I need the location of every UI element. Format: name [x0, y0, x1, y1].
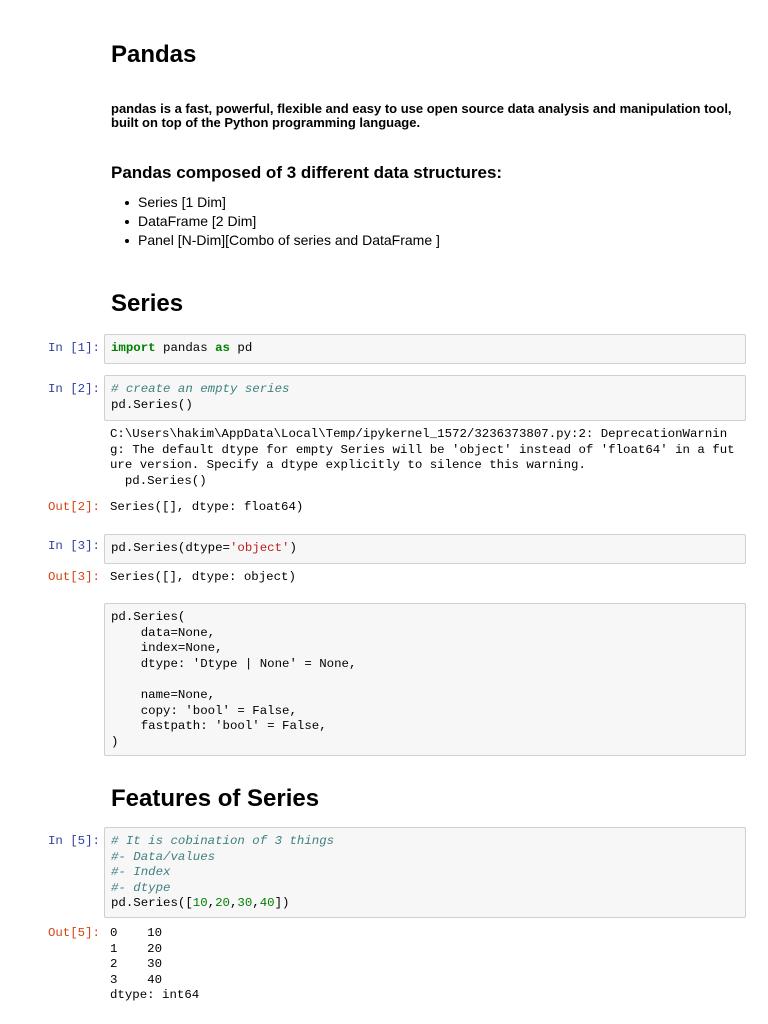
in-prompt-5: In [5]:: [47, 834, 100, 848]
cell-2-stderr: C:\Users\hakim\AppData\Local\Temp/ipykernel_1572/3236373807.py:2: DeprecationWarnin g: The default dtype for empty Series will be 'object' instead of 'float64' in a fut ure version. Specify a dtype explicitly to silence this warning. pd.Series(): [110, 427, 735, 488]
structures-list: [111, 193, 440, 250]
code-comment: # It is cobination of 3 things #- Data/values #- Index #- dtype: [111, 834, 335, 895]
list-item: Series [1 Dim]: [111, 193, 440, 212]
code-cell-1[interactable]: [104, 334, 746, 364]
out-prompt-2: Out[2]:: [47, 500, 100, 514]
code-text: ): [289, 541, 297, 555]
code-string: 'object': [229, 541, 290, 555]
code-cell-1-source: [105, 335, 745, 357]
code-number: 30: [237, 896, 253, 911]
out-prompt-3: Out[3]:: [47, 570, 100, 584]
code-number: 20: [215, 896, 230, 911]
code-text: pandas: [155, 341, 216, 355]
code-cell-2[interactable]: [104, 375, 746, 421]
cell-5-output: 0 10 1 20 2 30 3 40 dtype: int64: [110, 926, 200, 1003]
code-text: pd.Series([: [111, 896, 193, 911]
code-cell-3-source: [105, 535, 745, 557]
in-prompt-2: In [2]:: [47, 382, 100, 396]
code-number: 10: [192, 896, 208, 911]
code-line: pd.Series(): [111, 397, 193, 412]
out-prompt-5: Out[5]:: [47, 926, 100, 940]
page-title: Pandas: [111, 41, 197, 68]
keyword-as: as: [215, 341, 230, 355]
code-comment: # create an empty series: [111, 382, 290, 396]
list-item: DataFrame [2 Dim]: [111, 212, 440, 231]
code-cell-5[interactable]: [104, 827, 746, 918]
code-cell-5-source: # It is cobination of 3 things #- Data/values #- Index #- dtype pd.Series([10,20,30,40]): [111, 834, 335, 911]
code-cell-3[interactable]: [104, 534, 746, 564]
code-cell-2-source: [105, 376, 745, 413]
series-heading: Series: [111, 290, 184, 317]
cell-2-output: Series([], dtype: float64): [110, 500, 304, 514]
structures-heading: Pandas composed of 3 different data structures:: [111, 163, 503, 182]
cell-3-output: Series([], dtype: object): [110, 570, 296, 584]
in-prompt-3: In [3]:: [47, 539, 100, 553]
series-signature: pd.Series( data=None, index=None, dtype: 'Dtype | None' = None, name=None, copy: 'bool' = False, fastpath: 'bool' = False, ): [111, 610, 357, 749]
intro-paragraph: pandas is a fast, powerful, flexible and easy to use open source data analysis and manipulation tool, built on top of the Python programming language.: [111, 101, 732, 130]
signature-box: [104, 603, 746, 756]
code-text: ]): [274, 896, 290, 911]
keyword-import: import: [111, 341, 156, 355]
features-heading: Features of Series: [111, 785, 320, 812]
list-item: Panel [N-Dim][Combo of series and DataFrame ]: [111, 231, 440, 250]
code-text: pd: [230, 341, 253, 355]
in-prompt-1: In [1]:: [47, 341, 100, 355]
code-number: 40: [259, 896, 275, 911]
code-text: pd.Series(dtype=: [111, 541, 230, 555]
